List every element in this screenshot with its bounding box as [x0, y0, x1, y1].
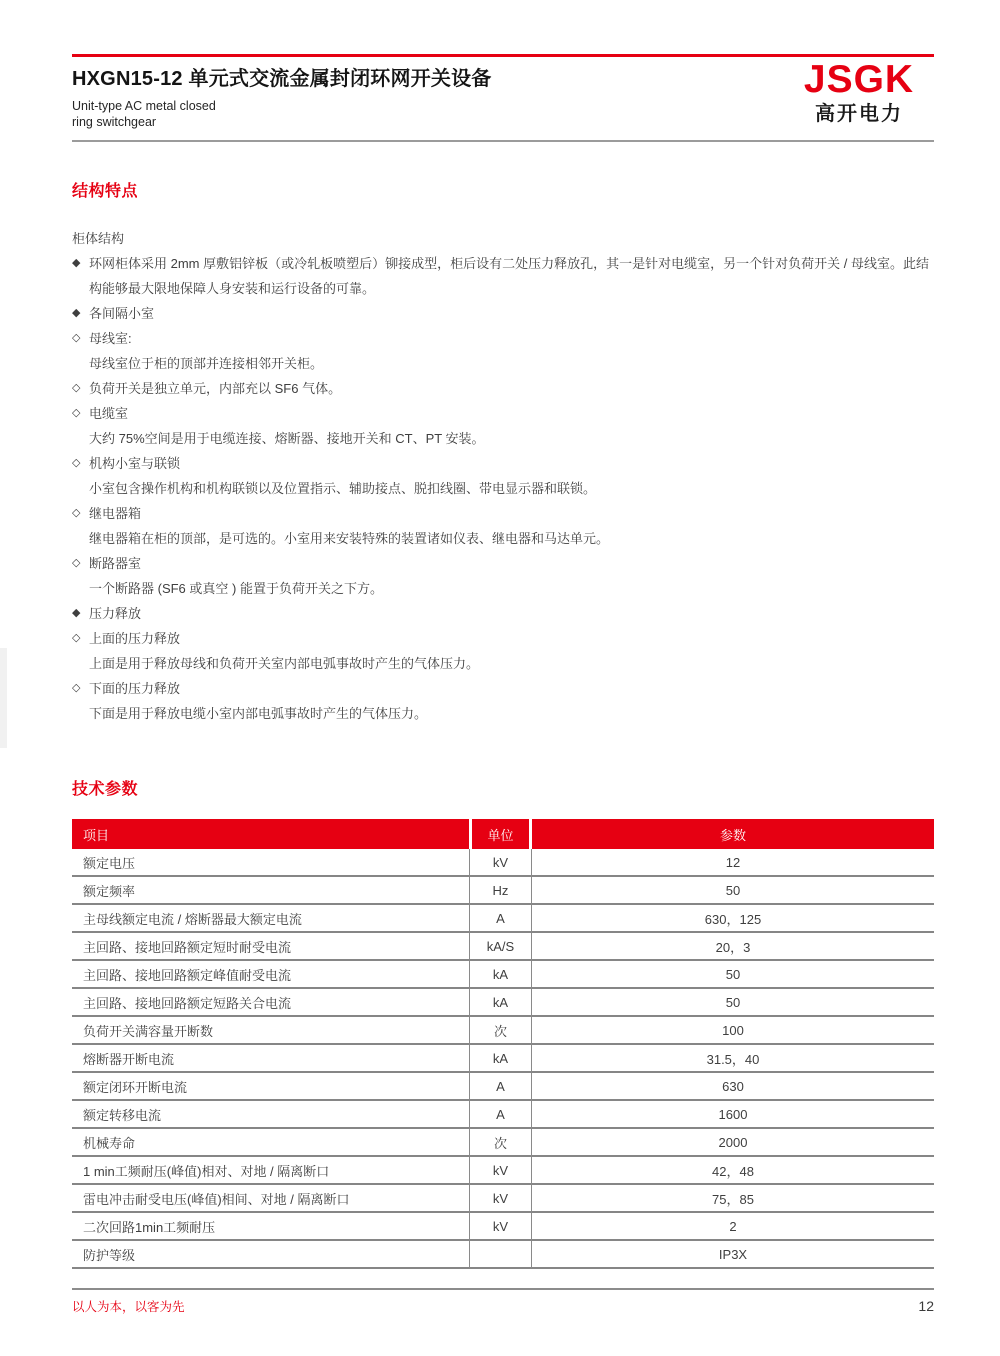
feature-text: 上面的压力释放 [89, 631, 181, 646]
diamond-hollow-icon: ◇ [72, 407, 81, 419]
param-value-cell: 50 [532, 961, 934, 989]
diamond-hollow-icon: ◇ [72, 632, 81, 644]
param-unit-cell: kV [469, 1185, 532, 1213]
title-block [72, 64, 492, 130]
param-name-cell: 主回路、接地回路额定短路关合电流 [72, 989, 469, 1017]
param-unit-cell: A [469, 1101, 532, 1129]
param-unit-cell: kA [469, 1045, 532, 1073]
features-heading: 结构特点 [72, 183, 139, 200]
feature-item [72, 601, 934, 626]
table-row [72, 933, 934, 961]
param-value-cell: 100 [532, 1017, 934, 1045]
param-name-cell: 熔断器开断电流 [72, 1045, 469, 1073]
table-row [72, 905, 934, 933]
diamond-hollow-icon: ◇ [72, 332, 81, 344]
param-value-cell: 12 [532, 849, 934, 877]
table-row [72, 961, 934, 989]
diamond-hollow-icon: ◇ [72, 557, 81, 569]
feature-text: 下面是用于释放电缆小室内部电弧事故时产生的气体压力。 [89, 706, 428, 721]
table-row [72, 1129, 934, 1157]
feature-item [72, 676, 934, 701]
param-name-cell: 额定闭环开断电流 [72, 1073, 469, 1101]
features-section [72, 178, 934, 726]
feature-item [72, 426, 934, 451]
table-header [72, 819, 934, 849]
feature-item [72, 576, 934, 601]
param-value-cell: 31.5，40 [532, 1045, 934, 1073]
param-unit-cell: 次 [469, 1129, 532, 1157]
logo-subtext: 高开电力 [815, 103, 903, 125]
feature-text: 负荷开关是独立单元，内部充以 SF6 气体。 [89, 381, 342, 396]
feature-text: 小室包含操作机构和机构联锁以及位置指示、辅助接点、脱扣线圈、带电显示器和联锁。 [89, 481, 597, 496]
feature-item [72, 476, 934, 501]
feature-item [72, 326, 934, 351]
feature-text: 继电器箱在柜的顶部，是可选的。小室用来安装特殊的装置诸如仪表、继电器和马达单元。 [89, 531, 610, 546]
param-unit-cell: A [469, 1073, 532, 1101]
param-unit-cell: kV [469, 1157, 532, 1185]
feature-item [72, 551, 934, 576]
footer-divider [72, 1288, 934, 1290]
feature-item [72, 351, 934, 376]
param-unit-cell: kA/S [469, 933, 532, 961]
diamond-hollow-icon: ◇ [72, 507, 81, 519]
page-subtitle-line1: Unit-type AC metal closed [72, 99, 216, 113]
page-number: 12 [918, 1298, 934, 1314]
param-value-cell: 20，3 [532, 933, 934, 961]
feature-text: 电缆室 [89, 406, 129, 421]
diamond-hollow-icon: ◇ [72, 457, 81, 469]
diamond-solid-icon: ◆ [72, 257, 81, 269]
feature-item [72, 301, 934, 326]
page-title: HXGN15-12 单元式交流金属封闭环网开关设备 [72, 68, 492, 90]
header-divider [72, 140, 934, 142]
page-subtitle-line2: ring switchgear [72, 115, 157, 129]
diamond-hollow-icon: ◇ [72, 382, 81, 394]
feature-text: 母线室位于柜的顶部并连接相邻开关柜。 [89, 356, 324, 371]
param-unit-cell: kA [469, 961, 532, 989]
param-value-cell: 2 [532, 1213, 934, 1241]
param-unit-cell: Hz [469, 877, 532, 905]
footer-slogan: 以人为本，以客为先 [72, 1300, 185, 1314]
table-row [72, 1073, 934, 1101]
scan-artifact-strip [0, 648, 7, 748]
table-row [72, 1213, 934, 1241]
company-logo [784, 60, 934, 126]
param-name-cell: 主母线额定电流 / 熔断器最大额定电流 [72, 905, 469, 933]
feature-text: 各间隔小室 [89, 306, 155, 321]
table-row [72, 1017, 934, 1045]
param-unit-cell [469, 1241, 532, 1269]
parameters-table [72, 819, 934, 1269]
table-row [72, 849, 934, 877]
feature-item [72, 526, 934, 551]
param-name-cell: 主回路、接地回路额定短时耐受电流 [72, 933, 469, 961]
logo-text: JSGK [803, 58, 915, 101]
page-footer [72, 1297, 934, 1315]
table-header-item: 项目 [72, 819, 469, 849]
param-value-cell: 2000 [532, 1129, 934, 1157]
table-row [72, 1241, 934, 1269]
feature-text: 断路器室 [89, 556, 142, 571]
table-row [72, 989, 934, 1017]
param-value-cell: IP3X [532, 1241, 934, 1269]
feature-item [72, 626, 934, 651]
document-header [72, 58, 934, 130]
feature-item [72, 251, 934, 301]
param-name-cell: 主回路、接地回路额定峰值耐受电流 [72, 961, 469, 989]
feature-item [72, 701, 934, 726]
table-row [72, 1157, 934, 1185]
feature-text: 下面的压力释放 [89, 681, 181, 696]
param-unit-cell: 次 [469, 1017, 532, 1045]
param-unit-cell: kA [469, 989, 532, 1017]
feature-text: 继电器箱 [89, 506, 142, 521]
feature-item [72, 501, 934, 526]
param-unit-cell: kV [469, 1213, 532, 1241]
param-name-cell: 防护等级 [72, 1241, 469, 1269]
feature-text: 一个断路器 (SF6 或真空 ) 能置于负荷开关之下方。 [89, 581, 383, 596]
param-name-cell: 负荷开关满容量开断数 [72, 1017, 469, 1045]
param-name-cell: 额定电压 [72, 849, 469, 877]
feature-text: 柜体结构 [72, 231, 125, 246]
header-top-rule [72, 54, 934, 57]
table-row [72, 877, 934, 905]
feature-item [72, 651, 934, 676]
param-name-cell: 雷电冲击耐受电压(峰值)相间、对地 / 隔离断口 [72, 1185, 469, 1213]
param-value-cell: 630 [532, 1073, 934, 1101]
param-name-cell: 1 min工频耐压(峰值)相对、对地 / 隔离断口 [72, 1157, 469, 1185]
feature-text: 上面是用于释放母线和负荷开关室内部电弧事故时产生的气体压力。 [89, 656, 480, 671]
table-body [72, 849, 934, 1269]
diamond-hollow-icon: ◇ [72, 682, 81, 694]
feature-text: 大约 75%空间是用于电缆连接、熔断器、接地开关和 CT、PT 安装。 [89, 431, 485, 446]
param-value-cell: 50 [532, 989, 934, 1017]
param-value-cell: 42，48 [532, 1157, 934, 1185]
feature-text: 机构小室与联锁 [89, 456, 181, 471]
parameters-heading: 技术参数 [72, 781, 139, 798]
param-unit-cell: A [469, 905, 532, 933]
feature-item [72, 401, 934, 426]
param-unit-cell: kV [469, 849, 532, 877]
param-value-cell: 50 [532, 877, 934, 905]
param-value-cell: 630，125 [532, 905, 934, 933]
diamond-solid-icon: ◆ [72, 307, 81, 319]
param-name-cell: 额定频率 [72, 877, 469, 905]
param-name-cell: 机械寿命 [72, 1129, 469, 1157]
feature-text: 母线室: [89, 331, 132, 346]
param-value-cell: 1600 [532, 1101, 934, 1129]
table-header-unit: 单位 [469, 819, 532, 849]
feature-item [72, 451, 934, 476]
feature-list [72, 226, 934, 726]
diamond-solid-icon: ◆ [72, 607, 81, 619]
feature-text: 压力释放 [89, 606, 142, 621]
table-row [72, 1101, 934, 1129]
param-name-cell: 额定转移电流 [72, 1101, 469, 1129]
table-row [72, 1185, 934, 1213]
feature-text: 环网柜体采用 2mm 厚敷铝锌板（或冷轧板喷塑后）铆接成型，柜后设有二处压力释放孔，其一是针对电缆室，另一个针对负荷开关 / 母线室。此结构能够最大限地保障人身安装和运行设备的可靠。 [89, 256, 929, 296]
parameters-section [72, 776, 934, 1269]
param-value-cell: 75，85 [532, 1185, 934, 1213]
page-subtitle [72, 98, 492, 130]
table-header-value: 参数 [532, 819, 934, 849]
feature-item [72, 376, 934, 401]
table-row [72, 1045, 934, 1073]
feature-item [72, 226, 934, 251]
param-name-cell: 二次回路1min工频耐压 [72, 1213, 469, 1241]
